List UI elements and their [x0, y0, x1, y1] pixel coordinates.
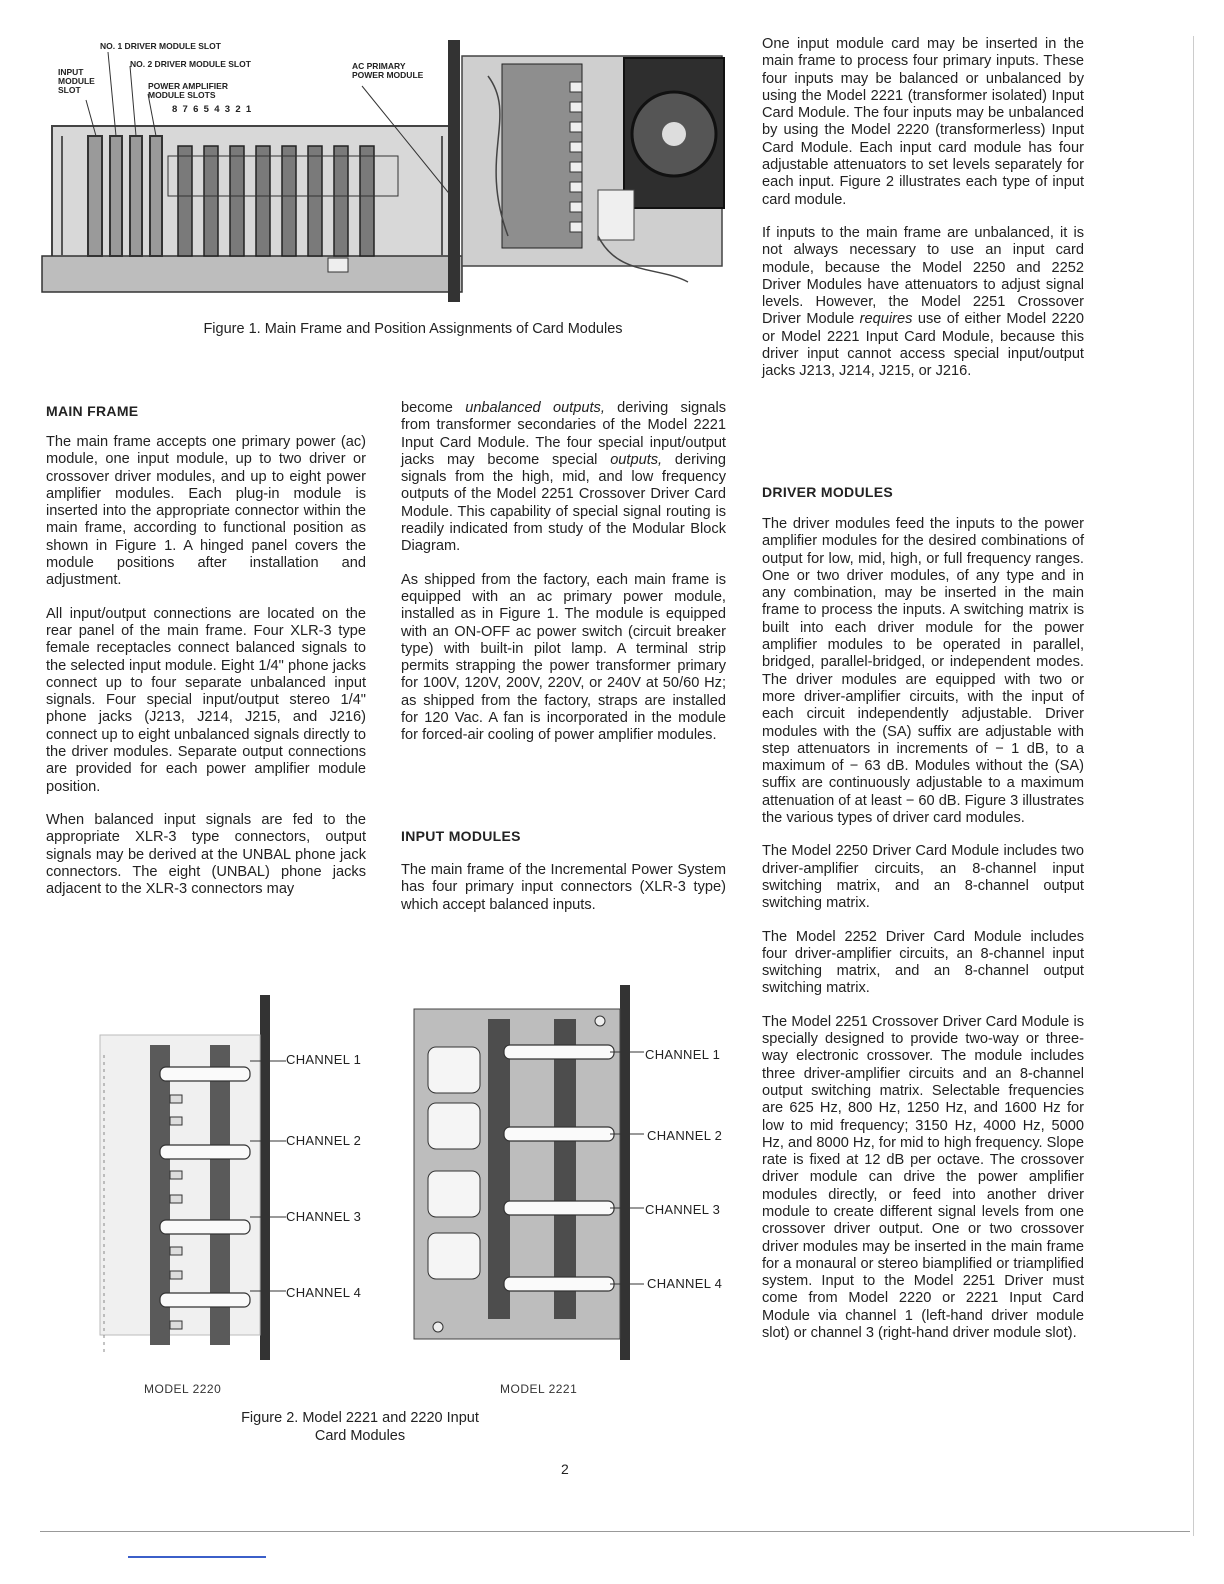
model-2220-leader-lines [250, 985, 290, 1305]
main-frame-p4-em1: unbalanced outputs, [465, 400, 605, 416]
main-frame-p5: As shipped from the factory, each main frame is equipped with an ac primary power module, installed as in Figure 1. The module is equipped with an ON-OFF ac power switch (circuit breaker type) with built-in pilot lamp. A terminal strip permits strapping the power transformer primary for 100V, 120V, 200V, 220V, or 240V at 50/60 Hz; as shipped from the factory, straps are installed for 120 Vac. A fan is incorporated in the module for forced-air cooling of power amplifier modules. [401, 571, 726, 744]
label-slot-numbers: 8 7 6 5 4 3 2 1 [172, 104, 252, 115]
input-modules-p3-a: If inputs to the main frame are unbalanced, it is not always necessary to use an input card module, because the Model 2250 and 2252 Driver Modules have attenuators to adjust signal levels. However, the Model 2251 Crossover Driver Module [762, 224, 1084, 328]
main-frame-p4-em2: outputs, [610, 451, 663, 468]
figure-1-caption: Figure 1. Main Frame and Position Assignments of Card Modules [203, 321, 623, 337]
bottom-rule [40, 1531, 1190, 1532]
input-modules-p3-em: requires [859, 311, 913, 328]
driver-modules-heading: DRIVER MODULES [762, 484, 893, 500]
model-2220-channel-3: CHANNEL 3 [286, 1209, 362, 1224]
model-2221-channel-2: CHANNEL 2 [647, 1128, 723, 1143]
driver-modules-column [762, 516, 1084, 1342]
right-edge-rule [1193, 36, 1194, 1536]
page-number: 2 [561, 1461, 569, 1477]
model-2221-leader-lines [610, 985, 650, 1305]
model-2221-channel-3: CHANNEL 3 [645, 1202, 721, 1217]
driver-modules-p2: The Model 2250 Driver Card Module includes two driver-amplifier circuits, an 8-channel input switching matrix, and an 8-channel output switching matrix. [762, 843, 1084, 912]
driver-modules-p3: The Model 2252 Driver Card Module includes four driver-amplifier circuits, an 8-channel input switching matrix, and an 8-channel output switching matrix. [762, 928, 1084, 997]
model-2221-photo [408, 985, 638, 1365]
figure-2-caption: Figure 2. Model 2221 and 2220 Input Card Modules [241, 1410, 479, 1444]
label-driver-slot-2: NO. 2 DRIVER MODULE SLOT [130, 59, 251, 69]
main-frame-p4 [401, 400, 726, 556]
label-amp-slots: POWER AMPLIFIER MODULE SLOTS [148, 81, 228, 100]
main-frame-p4-b: deriving signals from transformer secondaries of the Model 2221 Input Card Module. The four special input/output jacks may become special [401, 400, 726, 468]
input-modules-p3 [762, 225, 1084, 381]
main-frame-heading: MAIN FRAME [46, 403, 139, 419]
input-modules-p3-b: use of either Model 2220 or Model 2221 Input Card Module, because this driver input cannot access special input/output jacks J213, J214, J215, or J216. [762, 311, 1084, 380]
figure-1 [38, 36, 728, 336]
model-2220-label: MODEL 2220 [144, 1382, 222, 1396]
input-modules-p2: One input module card may be inserted in the main frame to process four primary inputs. These four inputs may be balanced or unbalanced by using the Model 2221 (transformer isolated) Input Card Module. The four inputs may be unbalanced by using the Model 2220 (transformerless) Input Card Module. Each input card module has four adjustable attenuators to set levels separately for each input. Figure 2 illustrates each type of input card module. [762, 36, 1084, 208]
main-frame-p1: The main frame accepts one primary power (ac) module, one input module, up to two driver or crossover driver modules, and up to eight power amplifier modules. Each plug-in module is inserted into the appropriate connector within the main frame, according to functional position as shown in Figure 1. A hinged panel covers the module positions after installation and adjustment. [46, 434, 366, 589]
power-module-photo [448, 36, 728, 304]
main-frame-column-2 [401, 400, 726, 745]
model-2220-channel-2: CHANNEL 2 [286, 1133, 362, 1148]
main-frame-p4-c: deriving signals from the high, mid, and low frequency outputs of the Model 2251 Crossover Driver Card Module. This capability of special signal routing is readily indicated from study of the Modular Block Diagram. [401, 451, 726, 555]
input-modules-p1: The main frame of the Incremental Power System has four primary input connectors (XLR-3 type) which accept balanced inputs. [401, 862, 726, 913]
driver-modules-p4: The Model 2251 Crossover Driver Card Module is specially designed to provide two-way or three-way electronic crossover. The module includes three driver-amplifier circuits and an 8-channel output switching matrix. Selectable frequencies are 625 Hz, 800 Hz, 1250 Hz, and 1600 Hz for low to mid frequency; 3150 Hz, 4000 Hz, 5000 Hz, and 8000 Hz, for mid to high frequency. Slope rate is fixed at 12 dB per octave. The crossover driver module can drive the power amplifier modules directly, or feed into another driver module to create different signal levels from one crossover driver output. One or two crossover driver modules may be inserted in the main frame for a monaural or stereo biamplified or triamplified system. Input to the Model 2251 Driver must come from Model 2220 or 2221 Input Card Module via channel 1 (left-hand driver module slot) or channel 3 (right-hand driver module slot). [762, 1013, 1084, 1342]
label-ac-module: AC PRIMARY POWER MODULE [352, 61, 424, 80]
figure-2 [90, 985, 750, 1445]
main-frame-column-1 [46, 434, 366, 898]
input-modules-column-3 [762, 36, 1084, 381]
ac-leader-line [352, 82, 462, 252]
input-modules-heading: INPUT MODULES [401, 828, 521, 844]
model-2221-channel-1: CHANNEL 1 [645, 1047, 721, 1062]
main-frame-p4-a: become [401, 400, 466, 416]
model-2221-label: MODEL 2221 [500, 1382, 578, 1396]
label-driver-slot-1: NO. 1 DRIVER MODULE SLOT [100, 41, 221, 51]
model-2220-channel-4: CHANNEL 4 [286, 1285, 362, 1300]
label-input-slot: INPUT MODULE SLOT [58, 67, 95, 95]
model-2220-channel-1: CHANNEL 1 [286, 1052, 362, 1067]
bottom-blue-rule [128, 1556, 266, 1558]
main-frame-p2: All input/output connections are located on the rear panel of the main frame. Four XLR-3 type female receptacles connect balanced signals to the selected input module. Eight 1/4" phone jacks connect up to four separate unbalanced input signals. Four special input/output stereo 1/4" phone jacks (J213, J214, J215, and J216) connect up to eight unbalanced signals directly to the driver modules. Separate output connections are provided for each power amplifier module position. [46, 605, 366, 795]
model-2221-channel-4: CHANNEL 4 [647, 1276, 723, 1291]
driver-modules-p1: The driver modules feed the inputs to the power amplifier modules for the desired combinations of output for low, mid, high, or full frequency ranges. One or two driver modules, of any type and in any combination, may be inserted in the main frame to process the inputs. A switching matrix is built into each driver module for the power amplifier modules to be operated in parallel, bridged, parallel-bridged, or independent modes. The driver modules are equipped with two or more driver-amplifier circuits, with the input of each circuit independently adjustable. Driver modules with the (SA) suffix are adjustable with step attenuators in increments of − 1 dB, to a maximum of − 63 dB. Modules without the (SA) suffix are continuously adjustable to a maximum attenuation of at least − 60 dB. Figure 3 illustrates the various types of driver card modules. [762, 516, 1084, 827]
main-frame-p3: When balanced input signals are fed to the appropriate XLR-3 type connectors, output signals may be derived at the UNBAL phone jack connectors. The eight (UNBAL) phone jacks adjacent to the XLR-3 connectors may [46, 811, 366, 898]
